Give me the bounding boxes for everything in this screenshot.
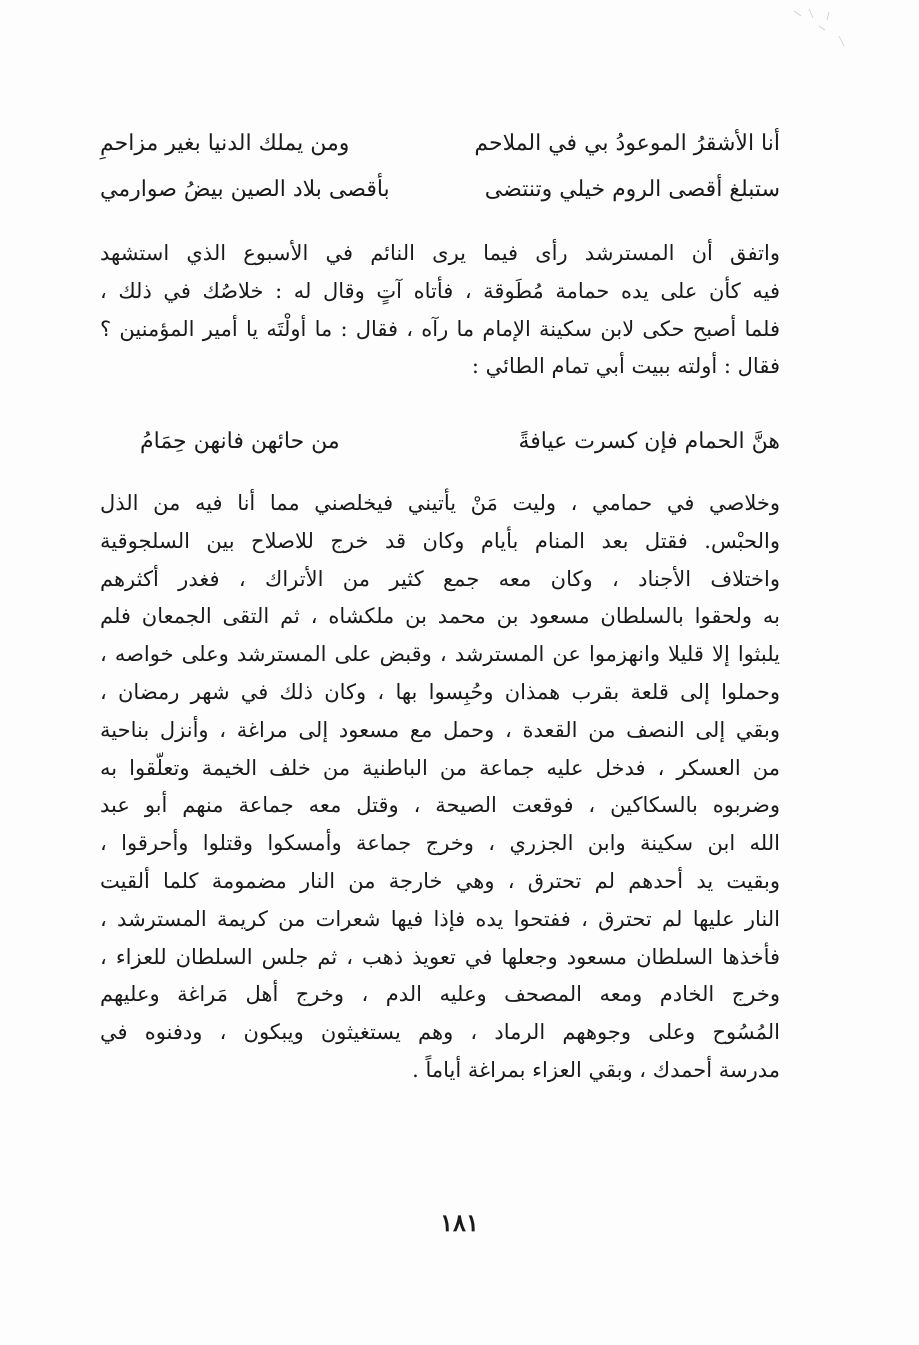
paragraph-line: واتفق أن المسترشد رأى فيما يرى النائم في الأسبوع الذي استشهد bbox=[100, 241, 780, 265]
paragraph-line: المُسُوح وعلى وجوههم الرماد ، وهم يستغيثون ويبكون ، ودفنوه في bbox=[100, 1020, 780, 1045]
poem-verse-1 bbox=[100, 122, 780, 166]
paragraph-line: مدرسة أحمدك ، وبقي العزاء بمراغة أياماً . bbox=[412, 1057, 780, 1082]
paragraph-2 bbox=[100, 485, 780, 1090]
paragraph-line: واختلاف الأجناد ، وكان معه جمع كثير من الأتراك ، فغدر أكثرهم bbox=[100, 566, 780, 591]
paragraph-line: يلبثوا إلا قليلا وانهزموا عن المسترشد ، وقبض على المسترشد وعلى خواصه ، bbox=[100, 642, 780, 667]
verse-1-right-hemistich: أنا الأشقرُ الموعودُ بي في الملاحم bbox=[474, 131, 780, 156]
paragraph-line: وبقي إلى النصف من القعدة ، وحمل مع مسعود إلى مراغة ، وأنزل بناحية bbox=[100, 717, 780, 742]
paragraph-line: وحملوا إلى قلعة بقرب همذان وحُبِسوا بها ، وكان ذلك في شهر رمضان ، bbox=[100, 679, 780, 704]
paragraph-line: فأخذها السلطان مسعود وجعلها في تعويذ ذهب ، ثم جلس السلطان للعزاء ، bbox=[100, 944, 780, 969]
paper-speck-mark bbox=[789, 6, 849, 56]
verse-2-left-hemistich: بأقصى بلاد الصين بيضُ صوارمي bbox=[100, 177, 390, 202]
page-number: ١٨١ bbox=[440, 1208, 479, 1237]
poem-verse-2 bbox=[100, 168, 780, 212]
verse-2-right-hemistich: ستبلغ أقصى الروم خيلي وتنتضى bbox=[484, 177, 780, 202]
paragraph-line: فقال : أولته ببيت أبي تمام الطائي : bbox=[471, 354, 780, 379]
paragraph-line: الله ابن سكينة وابن الجزري ، وخرج جماعة وأمسكوا وقتلوا وأحرقوا ، bbox=[100, 831, 780, 856]
middle-verse-right-hemistich: هنَّ الحمام فإن كسرت عيافةً bbox=[518, 429, 780, 454]
poem-verse-middle bbox=[140, 420, 780, 464]
paragraph-line: به ولحقوا بالسلطان مسعود بن محمد بن ملكشاه ، ثم التقى الجمعان فلم bbox=[100, 604, 780, 629]
paragraph-line: فلما أصبح حكى لابن سكينة الإمام ما رآه ، فقال : ما أولْتَه يا أمير المؤمنين ؟ bbox=[100, 316, 780, 341]
middle-verse-left-hemistich: من حائهن فانهن حِمَامُ bbox=[140, 429, 340, 454]
paragraph-line: وخلاصي في حمامي ، وليت مَنْ يأتيني فيخلصني مما أنا فيه من الذل bbox=[100, 491, 780, 515]
paragraph-line: النار عليها لم تحترق ، ففتحوا يده فإذا فيها شعرات من كريمة المسترشد ، bbox=[100, 906, 780, 931]
paragraph-line: وبقيت يد أحدهم لم تحترق ، وهي خارجة من النار مضمومة كلما ألقيت bbox=[100, 868, 780, 893]
paragraph-line: وضربوه بالسكاكين ، فوقعت الصيحة ، وقتل معه جماعة منهم أبو عبد bbox=[100, 793, 780, 818]
paragraph-line: والحبْس. فقتل بعد المنام بأيام وكان قد خرج للاصلاح بين السلجوقية bbox=[100, 528, 780, 553]
verse-1-left-hemistich: ومن يملك الدنيا بغير مزاحمِ bbox=[100, 131, 350, 156]
paragraph-1 bbox=[100, 235, 780, 386]
paragraph-line: وخرج الخادم ومعه المصحف وعليه الدم ، وخرج أهل مَراغة وعليهم bbox=[100, 982, 780, 1007]
paragraph-line: فيه كأن على يده حمامة مُطَوقة ، فأتاه آتٍ وقال له : خلاصُك في ذلك ، bbox=[100, 278, 780, 303]
paragraph-line: من العسكر ، فدخل عليه جماعة من الباطنية من خلف الخيمة وتعلّقوا به bbox=[100, 755, 780, 780]
